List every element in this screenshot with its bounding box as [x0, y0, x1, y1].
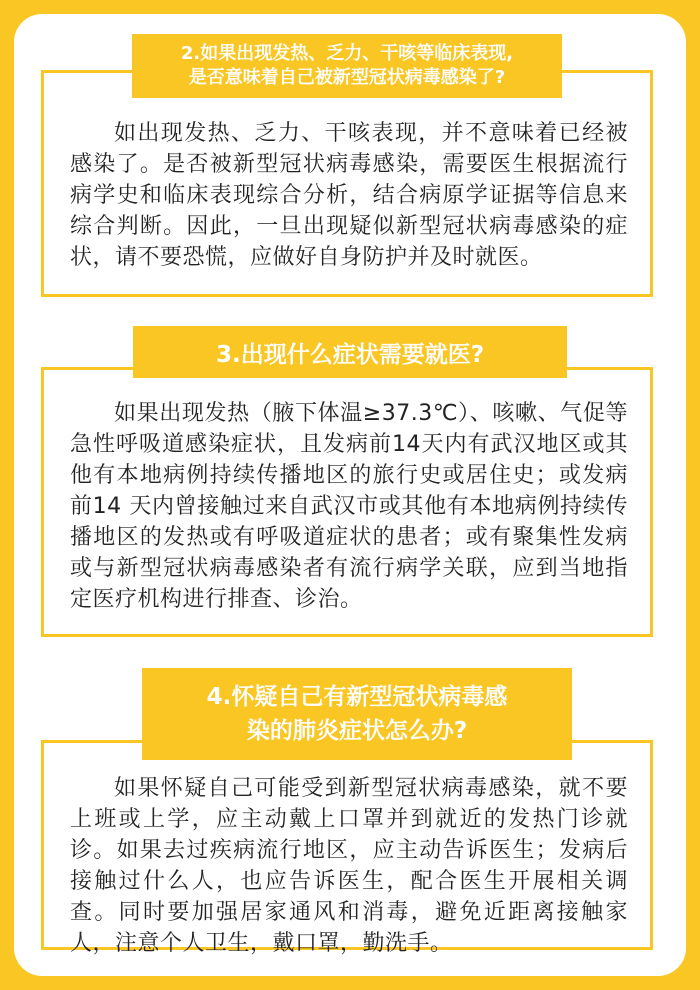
section-2-title	[132, 34, 562, 98]
section-4-title-line-2: 染的肺炎症状怎么办?	[246, 718, 468, 744]
section-4-box	[41, 740, 653, 956]
section-3-box	[41, 367, 653, 637]
section-4-body	[70, 773, 628, 959]
section-2-box	[41, 70, 653, 297]
section-3-title	[133, 326, 567, 378]
section-4-title-line-1: 4.怀疑自己有新型冠状病毒感	[206, 684, 508, 710]
section-4-paragraph: 如果怀疑自己可能受到新型冠状病毒感染，就不要上班或上学，应主动戴上口罩并到就近的发热门诊就诊。如果去过疾病流行地区，应主动告诉医生；发病后接触过什么人，也应告诉医生，配合医生开展相关调查。同时要加强居家通风和消毒，避免近距离接触家人，注意个人卫生，戴口罩，勤洗手。	[70, 776, 628, 956]
section-2-title-line-2: 是否意味着自己被新型冠状病毒感染了?	[188, 67, 506, 88]
section-2-paragraph: 如出现发热、乏力、干咳表现，并不意味着已经被感染了。是否被新型冠状病毒感染，需要医生根据流行病学史和临床表现综合分析，结合病原学证据等信息来综合判断。因此，一旦出现疑似新型冠状病毒感染的症状，请不要恐慌，应做好自身防护并及时就医。	[70, 121, 628, 270]
section-2-body	[70, 118, 628, 273]
section-3-body	[70, 398, 628, 615]
section-2-title-line-1: 2.如果出现发热、乏力、干咳等临床表现,	[180, 43, 514, 64]
section-3-title-line-1: 3.出现什么症状需要就医?	[215, 341, 485, 368]
section-3-paragraph: 如果出现发热（腋下体温≥37.3℃）、咳嗽、气促等急性呼吸道感染症状，且发病前14天内有武汉地区或其他有本地病例持续传播地区的旅行史或居住史；或发病前14 天内曾接触过来自武汉市或其他有本地病例持续传播地区的发热或有呼吸道症状的患者；或有聚集性发病或与新型冠状病毒感染者有流行病学关联，应到当地指定医疗机构进行排查、诊治。	[70, 401, 628, 612]
section-4-title	[142, 668, 572, 760]
